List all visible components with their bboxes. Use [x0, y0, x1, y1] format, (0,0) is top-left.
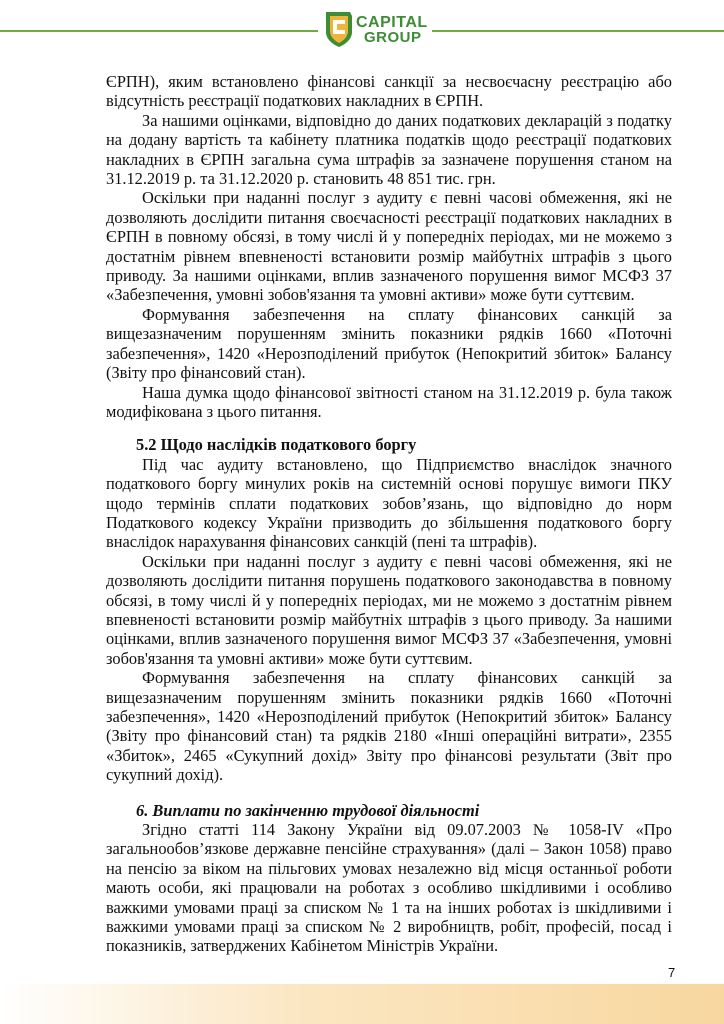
section-heading-5-2: 5.2 Щодо наслідків податкового боргу [136, 435, 417, 455]
capital-group-logo [322, 8, 432, 48]
page-number: 7 [668, 965, 676, 980]
paragraph: Під час аудиту встановлено, що Підприємство внаслідок значного податкового боргу минулих років на системній основі порушує вимоги ПКУ щодо термінів сплати податкових зобов’язань, що відповідно до норм Податкового кодексу України призводить до збільшення податкового боргу внаслідок нарахування фінансових санкцій (пені та штрафів). [106, 454, 672, 552]
paragraph: Оскільки при наданні послуг з аудиту є певні часові обмеження, які не дозволяють дослідити питання своєчасності реєстрації податкових накладних в ЄРПН в повному обсязі, в тому числі й у попередніх періодах, ми не можемо з достатнім рівнем впевненості встановити розмір майбутніх штрафів з цього приводу. За нашими оцінками, вплив зазначеного порушення вимог МСФЗ 37 «Забезпечення, умовні зобов'язання та умовні активи» може бути суттєвим. [106, 188, 672, 305]
paragraph: Формування забезпечення на сплату фінансових санкцій за вищезазначеним порушенням змінить показники рядків 1660 «Поточні забезпечення», 1420 «Нерозподілений прибуток (Непокритий збиток» Балансу (Звіту про фінансовий стан) та рядків 2180 «Інші операційні витрати», 2355 «Збиток», 2465 «Сукупний дохід» Звіту про фінансові результати (Звіт про сукупний дохід). [106, 668, 672, 785]
logo-text-capital: CAPITAL [356, 14, 428, 31]
section-heading-6: 6. Виплати по закінченню трудової діяльності [136, 800, 480, 820]
paragraph: ЄРПН), яким встановлено фінансові санкції за несвоєчасну реєстрацію або відсутність реєстрації податкових накладних в ЄРПН. [106, 72, 672, 111]
header-rule-right [432, 30, 724, 32]
logo-text-group: GROUP [364, 29, 422, 46]
paragraph: За нашими оцінками, відповідно до даних податкових декларацій з податку на додану вартість та кабінету платника податків щодо реєстрації податкових накладних в ЄРПН загальна сума штрафів за зазначене порушення станом на 31.12.2019 р. та 31.12.2020 р. становить 48 851 тис. грн. [106, 110, 672, 189]
paragraph: Формування забезпечення на сплату фінансових санкцій за вищезазначеним порушенням змінить показники рядків 1660 «Поточні забезпечення», 1420 «Нерозподілений прибуток (Непокритий збиток» Балансу (Звіту про фінансовий стан). [106, 304, 672, 383]
logo-emblem-icon [322, 8, 356, 48]
header-rule-left [0, 30, 318, 32]
paragraph: Наша думка щодо фінансової звітності станом на 31.12.2019 р. була також модифікована з цього питання. [106, 382, 672, 421]
document-body [106, 72, 672, 956]
paragraph: Згідно статті 114 Закону України від 09.07.2003 № 1058-IV «Про загальнообов’язкове державне пенсійне страхування» (далі – Закон 1058) право на пенсію за віком на пільгових умовах незалежно від місця останньої роботи мають особи, які працювали на роботах з особливо шкідливими і особливо важкими умовами праці за списком № 1 та на інших роботах із шкідливими і важкими умовами праці за списком № 2 виробництв, робіт, професій, посад і показників, затверджених Кабінетом Міністрів України. [106, 820, 672, 956]
paragraph: Оскільки при наданні послуг з аудиту є певні часові обмеження, які не дозволяють дослідити питання порушень податкового законодавства в повному обсязі, в тому числі й у попередніх періодах, ми не можемо з достатнім рівнем впевненості встановити розмір майбутніх штрафів з цього приводу. За нашими оцінками, вплив зазначеного порушення вимог МСФЗ 37 «Забезпечення, умовні зобов'язання та умовні активи» може бути суттєвим. [106, 551, 672, 668]
footer-band [0, 984, 724, 1024]
